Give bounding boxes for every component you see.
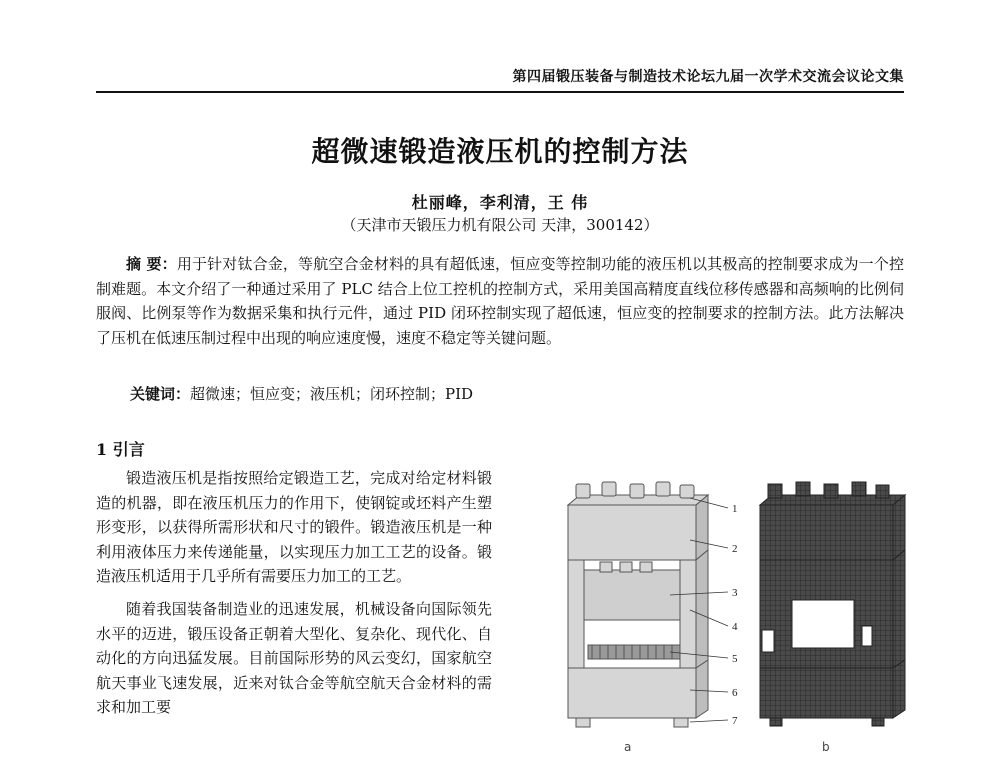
body-paragraph-1: 锻造液压机是指按照给定锻造工艺，完成对给定材料锻造的机器，即在液压机压力的作用下，使钢锭或坯料产生塑形变形，以获得所需形状和尺寸的锻件。锻造液压机是一种利用液体压力来传递能量，以实现压力加工工艺的设备。锻造液压机适用于几乎所有需要压力加工的工艺。 bbox=[96, 469, 492, 586]
abstract bbox=[96, 252, 904, 350]
header-rule bbox=[96, 91, 904, 93]
callout-label-3: 3 bbox=[732, 587, 738, 599]
keywords-text: 超微速；恒应变；液压机；闭环控制；PID bbox=[190, 385, 474, 403]
caption-a: a bbox=[624, 740, 632, 754]
abstract-text: 用于针对钛合金，等航空合金材料的具有超低速，恒应变等控制功能的液压机以其极高的控制要求成为一个控制难题。本文介绍了一种通过采用了 PLC 结合上位工控机的控制方式，采用美国高精度直线位移传感器和高频响的比例伺服阀、比例泵等作为数据采集和执行元件，通过 PID 闭环控制实现了超低速，恒应变的控制要求的控制方法。此方法解决了压机在低速压制过程中出现的响应速度慢，速度不稳定等关键问题。 bbox=[96, 255, 904, 347]
callout-label-5: 5 bbox=[732, 653, 738, 665]
keywords-label: 关键词： bbox=[130, 385, 191, 403]
paper-title: 超微速锻造液压机的控制方法 bbox=[311, 135, 689, 168]
body-paragraph-2: 随着我国装备制造业的迅速发展，机械设备向国际领先水平的迈进，锻压设备正朝着大型化、复杂化、现代化、自动化的方向迅猛发展。目前国际形势的风云变幻，国家航空航天事业飞速发展，近来对钛合金等航空航天合金材料的需求和加工要 bbox=[96, 599, 492, 717]
press-model-a bbox=[568, 482, 708, 727]
body-text bbox=[96, 466, 492, 728]
press-mesh-b bbox=[760, 482, 905, 726]
keywords bbox=[130, 383, 473, 404]
callout-label-4: 4 bbox=[732, 621, 738, 633]
abstract-label: 摘 要： bbox=[126, 255, 177, 273]
callout-label-7: 7 bbox=[732, 715, 738, 727]
press-diagram bbox=[540, 470, 930, 755]
callout-label-2: 2 bbox=[732, 543, 738, 555]
section-heading: 1 引言 bbox=[96, 440, 145, 459]
authors: 杜丽峰，李利清，王 伟 bbox=[411, 193, 589, 212]
press-figure bbox=[540, 470, 930, 755]
callout-label-1: 1 bbox=[732, 503, 738, 515]
affiliation: （天津市天锻压力机有限公司 天津，300142） bbox=[341, 216, 659, 234]
callout-labels bbox=[732, 503, 738, 727]
running-header: 第四届锻压装备与制造技术论坛九届一次学术交流会议论文集 bbox=[512, 69, 904, 85]
caption-b: b bbox=[822, 740, 830, 754]
callout-label-6: 6 bbox=[732, 687, 738, 699]
